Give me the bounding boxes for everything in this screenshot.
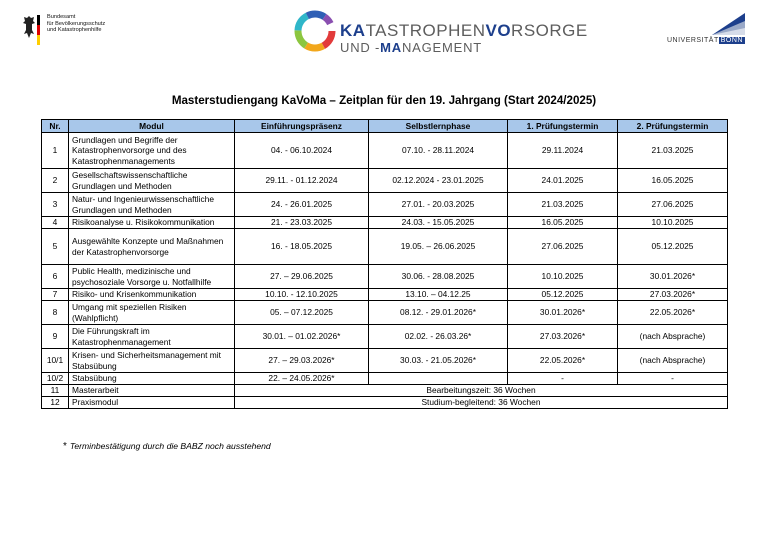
- row-number: 6: [42, 265, 69, 289]
- module-name: Stabsübung: [69, 373, 235, 385]
- exam-date-1: 21.03.2025: [508, 193, 618, 217]
- exam-date-2: 10.10.2025: [618, 217, 728, 229]
- bbk-name: Bundesamt für Bevölkerungsschutz und Katastrophenhilfe: [47, 14, 106, 34]
- german-flag-icon: [37, 15, 40, 45]
- intro-date: 21. - 23.03.2025: [235, 217, 369, 229]
- module-name: Risikoanalyse u. Risikokommunikation: [69, 217, 235, 229]
- table-row: [42, 385, 728, 397]
- uni-bonn-logo: [665, 13, 745, 47]
- exam-date-2: 05.12.2025: [618, 229, 728, 265]
- selfstudy-period: [369, 373, 508, 385]
- exam-date-1: 27.06.2025: [508, 229, 618, 265]
- intro-date: 05. – 07.12.2025: [235, 301, 369, 325]
- exam-date-2: (nach Absprache): [618, 325, 728, 349]
- row-number: 3: [42, 193, 69, 217]
- selfstudy-period: 19.05. – 26.06.2025: [369, 229, 508, 265]
- selfstudy-period: 27.01. - 20.03.2025: [369, 193, 508, 217]
- exam-date-1: 05.12.2025: [508, 289, 618, 301]
- intro-date: 16. - 18.05.2025: [235, 229, 369, 265]
- table-row: [42, 301, 728, 325]
- intro-date: 22. – 24.05.2026*: [235, 373, 369, 385]
- selfstudy-period: 02.12.2024 - 23.01.2025: [369, 169, 508, 193]
- table-header-row: [42, 120, 728, 133]
- module-name: Public Health, medizinische und psychosoziale Vorsorge u. Notfallhilfe: [69, 265, 235, 289]
- exam-date-1: 22.05.2026*: [508, 349, 618, 373]
- table-row: [42, 217, 728, 229]
- intro-date: 30.01. – 01.02.2026*: [235, 325, 369, 349]
- intro-date: 04. - 06.10.2024: [235, 133, 369, 169]
- table-row: [42, 133, 728, 169]
- row-number: 2: [42, 169, 69, 193]
- exam-date-1: 16.05.2025: [508, 217, 618, 229]
- duration-note: Studium-begleitend: 36 Wochen: [235, 397, 728, 409]
- column-header: Selbstlernphase: [369, 120, 508, 133]
- row-number: 10/2: [42, 373, 69, 385]
- selfstudy-period: 30.03. - 21.05.2026*: [369, 349, 508, 373]
- exam-date-2: 22.05.2026*: [618, 301, 728, 325]
- module-name: Umgang mit speziellen Risiken (Wahlpflicht): [69, 301, 235, 325]
- row-number: 11: [42, 385, 69, 397]
- exam-date-1: -: [508, 373, 618, 385]
- row-number: 10/1: [42, 349, 69, 373]
- exam-date-1: 24.01.2025: [508, 169, 618, 193]
- selfstudy-period: 08.12. - 29.01.2026*: [369, 301, 508, 325]
- exam-date-2: 16.05.2025: [618, 169, 728, 193]
- table-row: [42, 349, 728, 373]
- column-header: Nr.: [42, 120, 69, 133]
- intro-date: 10.10. - 12.10.2025: [235, 289, 369, 301]
- module-name: Grundlagen und Begriffe der Katastrophenvorsorge und des Katastrophenmanagements: [69, 133, 235, 169]
- selfstudy-period: 02.02. - 26.03.26*: [369, 325, 508, 349]
- column-header: 1. Prüfungstermin: [508, 120, 618, 133]
- table-row: [42, 229, 728, 265]
- selfstudy-period: 07.10. - 28.11.2024: [369, 133, 508, 169]
- selfstudy-period: 30.06. - 28.08.2025: [369, 265, 508, 289]
- column-header: 2. Prüfungstermin: [618, 120, 728, 133]
- table-row: [42, 325, 728, 349]
- intro-date: 24. - 26.01.2025: [235, 193, 369, 217]
- exam-date-2: 30.01.2026*: [618, 265, 728, 289]
- exam-date-2: 27.03.2026*: [618, 289, 728, 301]
- schedule-table: [41, 119, 728, 409]
- column-header: Einführungspräsenz: [235, 120, 369, 133]
- exam-date-2: 27.06.2025: [618, 193, 728, 217]
- table-row: [42, 397, 728, 409]
- table-row: [42, 289, 728, 301]
- row-number: 9: [42, 325, 69, 349]
- module-name: Risiko- und Krisenkommunikation: [69, 289, 235, 301]
- footnote: * Terminbestätigung durch die BABZ noch ausstehend: [63, 441, 271, 452]
- kavoma-logo: [292, 8, 588, 60]
- table-row: [42, 373, 728, 385]
- kavoma-ring-icon: [292, 8, 338, 54]
- table-row: [42, 169, 728, 193]
- row-number: 8: [42, 301, 69, 325]
- federal-eagle-icon: [22, 14, 36, 40]
- table-row: [42, 265, 728, 289]
- row-number: 1: [42, 133, 69, 169]
- selfstudy-period: 24.03. - 15.05.2025: [369, 217, 508, 229]
- uni-bonn-name: UNIVERSITÄT BONN: [666, 37, 743, 44]
- module-name: Praxismodul: [69, 397, 235, 409]
- duration-note: Bearbeitungszeit: 36 Wochen: [235, 385, 728, 397]
- module-name: Natur- und Ingenieurwissenschaftliche Grundlagen und Methoden: [69, 193, 235, 217]
- row-number: 5: [42, 229, 69, 265]
- module-name: Ausgewählte Konzepte und Maßnahmen der Katastrophenvorsorge: [69, 229, 235, 265]
- exam-date-2: 21.03.2025: [618, 133, 728, 169]
- selfstudy-period: 13.10. – 04.12.25: [369, 289, 508, 301]
- module-name: Krisen- und Sicherheitsmanagement mit Stabsübung: [69, 349, 235, 373]
- module-name: Die Führungskraft im Katastrophenmanagement: [69, 325, 235, 349]
- exam-date-1: 30.01.2026*: [508, 301, 618, 325]
- document-title: Masterstudiengang KaVoMa – Zeitplan für den 19. Jahrgang (Start 2024/2025): [171, 94, 597, 107]
- row-number: 4: [42, 217, 69, 229]
- kavoma-logo-line2: UND -MANAGEMENT: [340, 40, 483, 55]
- intro-date: 27. – 29.06.2025: [235, 265, 369, 289]
- module-name: Masterarbeit: [69, 385, 235, 397]
- row-number: 12: [42, 397, 69, 409]
- exam-date-1: 27.03.2026*: [508, 325, 618, 349]
- table-row: [42, 193, 728, 217]
- exam-date-1: 29.11.2024: [508, 133, 618, 169]
- module-name: Gesellschaftswissenschaftliche Grundlagen und Methoden: [69, 169, 235, 193]
- exam-date-1: 10.10.2025: [508, 265, 618, 289]
- intro-date: 29.11. - 01.12.2024: [235, 169, 369, 193]
- kavoma-logo-line1: KATASTROPHENVORSORGE: [340, 21, 588, 40]
- bbk-logo: [22, 12, 152, 52]
- row-number: 7: [42, 289, 69, 301]
- exam-date-2: (nach Absprache): [618, 349, 728, 373]
- intro-date: 27. – 29.03.2026*: [235, 349, 369, 373]
- uni-bonn-emblem-icon: [712, 13, 745, 35]
- column-header: Modul: [69, 120, 235, 133]
- exam-date-2: -: [618, 373, 728, 385]
